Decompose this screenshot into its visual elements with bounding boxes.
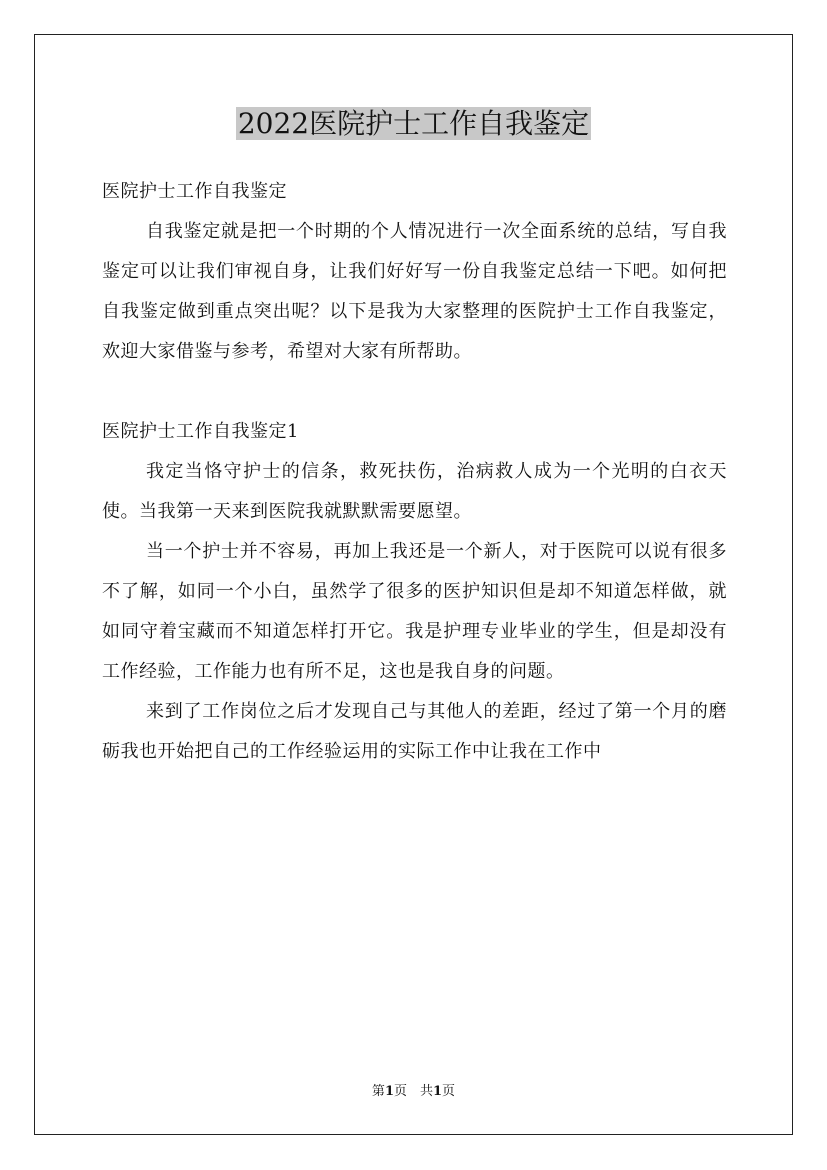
document-title [0, 104, 827, 144]
document-title-text: 2022医院护士工作自我鉴定 [237, 107, 590, 140]
intro-paragraph: 自我鉴定就是把一个时期的个人情况进行一次全面系统的总结，写自我鉴定可以让我们审视自身，让我们好好写一份自我鉴定总结一下吧。如何把自我鉴定做到重点突出呢？以下是我为大家整理的医院护士工作自我鉴定，欢迎大家借鉴与参考，希望对大家有所帮助。 [102, 221, 727, 362]
footer-middle: 页 共 [393, 1084, 433, 1099]
page-footer [0, 1083, 827, 1101]
section-heading: 医院护士工作自我鉴定 [102, 181, 287, 202]
footer-prefix: 第 [371, 1084, 385, 1099]
footer-total-pages: 1 [433, 1084, 443, 1099]
document-body [102, 172, 727, 772]
body-paragraph: 当一个护士并不容易，再加上我还是一个新人，对于医院可以说有很多不了解，如同一个小白，虽然学了很多的医护知识但是却不知道怎样做，就如同守着宝藏而不知道怎样打开它。我是护理专业毕业的学生，但是却没有工作经验，工作能力也有所不足，这也是我自身的问题。 [102, 541, 727, 682]
footer-suffix: 页 [442, 1084, 456, 1099]
body-paragraph: 我定当恪守护士的信条，救死扶伤，治病救人成为一个光明的白衣天使。当我第一天来到医院我就默默需要愿望。 [102, 461, 727, 522]
paragraph-gap [102, 372, 727, 412]
subsection-heading: 医院护士工作自我鉴定1 [102, 421, 299, 442]
body-paragraph: 来到了工作岗位之后才发现自己与其他人的差距，经过了第一个月的磨砺我也开始把自己的工作经验运用的实际工作中让我在工作中 [102, 701, 727, 762]
footer-page-number: 1 [384, 1084, 394, 1099]
